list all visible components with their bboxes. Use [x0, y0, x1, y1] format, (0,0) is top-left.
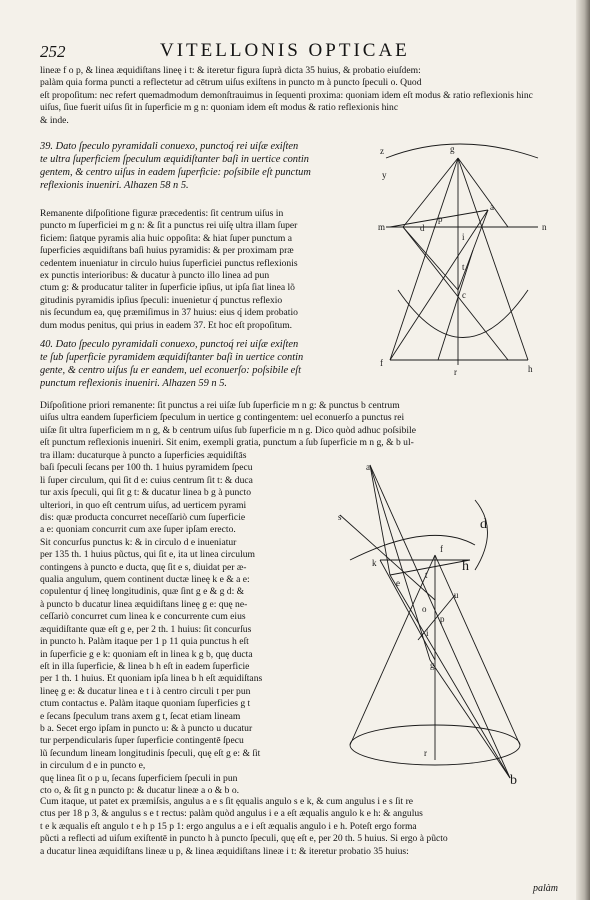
text-line: tur perpendicularis ſuper ſuperficie contingentē ſpecu	[40, 735, 244, 747]
fig1-label: m	[378, 222, 386, 232]
fig2-label: i	[426, 628, 429, 638]
text-line: ex punctis interioribus: & ducatur à puncto illo linea ad pun	[40, 270, 270, 282]
text-line: à puncto b ducatur linea æquidiſtans lineę g e: quę ne-	[40, 598, 248, 610]
text-line: contingens à puncto e ducta, quę ſit e s, diuidat per æ-	[40, 561, 247, 573]
text-line: reflexionis inueniri. Alhazen 58 n 5.	[40, 180, 189, 191]
text-line: per 135 th. 1 huius pũctus, qui ſit e, ita ut linea circulum	[40, 549, 256, 561]
text-line: lineæ f o p, & linea æquidiſtans lineę i t: & iteretur figura ſuprà dicta 35 huius, & probatio eiuſdem:	[40, 65, 421, 76]
fig1-label: i	[462, 232, 465, 242]
fig2-label: e	[396, 578, 400, 588]
fig1-label: a	[490, 202, 494, 212]
text-line: qualia angulum, quem continent ductæ lineę k e & a e:	[40, 574, 250, 586]
text-line: eſt punctum reflexionis inueniri. Sit enim, exempli gratia, punctum a ſub ſuperficie m n g, & b ul-	[40, 437, 414, 449]
fig2-label: t	[425, 570, 428, 580]
proposition-39-body	[40, 208, 368, 332]
proposition-40-heading	[40, 338, 368, 390]
text-line: dis: quæ producta concurret neceſſariò cum ſuperficie	[40, 512, 246, 524]
text-line: b a. Secet ergo ipſam in puncto u: & à puncto u ducatur	[40, 722, 253, 734]
text-line: quę linea ſit o p u, ſecans ſuperficiem ſpeculi in pun	[40, 772, 238, 784]
proposition-39-heading	[40, 140, 368, 192]
text-line: lũ ſecundum lineam longitudinis ſpeculi, quę eſt g e: & ſit	[40, 747, 261, 759]
fig1-label: f	[380, 358, 383, 368]
fig2-label: u	[454, 590, 459, 600]
fig2-label: d	[480, 517, 487, 532]
fig1-label: z	[380, 146, 384, 156]
fig1-label: d	[420, 223, 425, 233]
text-line: lineę g e: & ducatur linea e t i à centro circuli t per pun	[40, 685, 251, 697]
fig2-label: o	[422, 604, 427, 614]
text-line: uiſæ ſit ultra ſuperficiem m n g, & b centrum uiſus ſub ſuperficie m n g. Dico quòd adhuc poſsibile	[40, 424, 416, 436]
text-line: uiſus, ſiue fuerit uiſus ſit in ſuperficie m g n: quoniam idem eſt modus & ratio reflexionis hinc	[40, 102, 399, 114]
text-line: tur axis ſpeculi, qui ſit g t: & ducatur linea b g à puncto	[40, 487, 252, 499]
text-line: li ſuper circulum, qui ſit d e: cuius centrum ſit t: & duca	[40, 474, 253, 486]
text-line: tra illam: ducaturque à puncto a ſuperficies æquidiſtās	[40, 450, 247, 461]
fig1-label: h	[528, 364, 533, 374]
page-header	[40, 40, 560, 62]
fig1-label: n	[542, 222, 547, 232]
text-line: palàm quia forma puncti a reflectetur ad cētrum uiſus exiſtens in puncto m à puncto ſpeculi o. Quod	[40, 77, 422, 89]
top-paragraph	[40, 65, 548, 127]
fig1-label: y	[382, 170, 387, 180]
text-line: æquidiſtante quæ eſt g e, per 2 th. 1 huius: ſit concurſus	[40, 623, 252, 635]
geometry-figure-1	[378, 130, 558, 380]
text-line: per 1 th. 1 huius. Et quoniam ipſa linea b h eſt æquidiſtans	[40, 673, 263, 685]
text-line: 39. Dato ſpeculo pyramidali conuexo, punctoq́ rei uiſæ exiſten	[40, 141, 299, 152]
fig2-label: p	[440, 614, 445, 624]
text-line: Remanente diſpoſitione figuræ præcedentis: ſit centrum uiſus in	[40, 208, 284, 219]
text-line: te ultra ſuperficiem ſpeculum æquidiſtanter baſi in uertice contin	[40, 154, 309, 165]
text-line: 40. Dato ſpeculo pyramidali conuexo, punctoq́ rei uiſæ exiſten	[40, 339, 299, 350]
text-line: copulentur q́ lineę longitudinis, quæ ſint g e & g d: &	[40, 586, 245, 598]
proposition-40-body	[40, 450, 340, 797]
text-line: punctum reflexionis inueniri. Alhazen 59 n 5.	[40, 378, 228, 389]
fig2-label: b	[510, 773, 517, 788]
text-line: t e k æqualis eſt angulo t e h p 15 p 1: ergo angulus a e i eſt æqualis angulo i e h. Poteſt ergo forma	[40, 820, 417, 832]
text-line: eſt in illa ſuperficie, & linea b h eſt in eadem ſuperficie	[40, 660, 250, 672]
fig2-label: a	[366, 462, 370, 472]
text-line: a e: quoniam concurrit cum axe ſuper ipſam erecto.	[40, 524, 236, 536]
text-line: in puncto h. Palàm itaque per 1 p 11 quia punctus h eſt	[40, 636, 249, 648]
fig1-label: r	[454, 367, 457, 377]
text-line: in circulum d e in puncto e,	[40, 760, 146, 772]
bottom-paragraph	[40, 796, 548, 858]
text-line: Sit concurſus punctus k: & in circulo d e inueniatur	[40, 536, 237, 548]
text-line: e ſecans ſpeculum trans axem g t, ſecat etiam lineam	[40, 710, 241, 722]
fig1-label: g	[450, 144, 455, 154]
geometry-figure-2	[330, 460, 530, 790]
text-line: gentem, & centro uiſus in eadem ſuperficie: poſsibile eſt punctum	[40, 167, 311, 178]
fig2-label: g	[430, 660, 435, 670]
text-line: Cum itaque, ut patet ex præmiſsis, angulus a e s ſit ęqualis angulo s e k, & cum angulus i e s ſit re	[40, 796, 414, 807]
text-line: baſi ſpeculi ſecans per 100 th. 1 huius pyramidem ſpecu	[40, 462, 253, 474]
running-title: VITELLONIS OPTICAE	[160, 40, 410, 61]
book-spine-shadow	[576, 0, 590, 900]
text-line: ctum contactus e. Palàm itaque quoniam ſuperficies g t	[40, 698, 251, 710]
fig2-label: h	[462, 559, 469, 574]
text-line: te ſub ſuperficie pyramidem æquidiſtanter baſi in uertice contin	[40, 352, 304, 363]
text-line: Diſpoſitione priori remanente: ſit punctus a rei uiſæ ſub ſuperficie m n g: & punctus b centrum	[40, 400, 400, 411]
text-line: ctum g: & producatur taliter in ſuperficie ipſius, ut ipſa ſiat linea lõ	[40, 282, 295, 294]
text-line: puncto m ſuperficiei m g n: & ſit a punctus rei uiſę ultra illam ſuper	[40, 220, 298, 232]
text-line: pũcti a reflecti ad uiſum exiſtentē in puncto h à puncto ſpeculi, quę eſt e, per 20 th. 5 huius. Si ergo à pũcto	[40, 833, 448, 845]
fig2-label: r	[424, 748, 427, 758]
text-line: cto o, & ſit g n puncto p: & ducatur lineæ a o & b o.	[40, 784, 240, 796]
text-line: a ducatur linea æquidiſtans lineæ u p, & linea æquidiſtans lineæ i t: & iteretur probatio 35 huius:	[40, 845, 409, 857]
text-line: gente, & centro uiſus ſu er eandem, uel econuerſo: poſsibile eſt	[40, 365, 302, 376]
text-line: gitudinis pyramidis ipſius ſpeculi: inuenietur q́ punctus reflexio	[40, 294, 283, 306]
text-line: dum modus penitus, qui prius in eadem 37. Et hoc eſt propoſitum.	[40, 319, 293, 331]
text-line: & inde.	[40, 114, 69, 126]
fig2-label: f	[440, 544, 443, 554]
text-line: nis ſecundum ea, quę præmiſimus in 37 huius: eius q́ idem probatio	[40, 307, 298, 319]
text-line: ficiem: ſiatque pyramis alia huic oppoſita: & hiat ſuper punctum a	[40, 232, 293, 244]
fig2-label: s	[338, 512, 342, 522]
text-line: ſuperficies æquidiſtans baſi huius pyramidis: & per proximam præ	[40, 245, 294, 257]
text-line: ceſſariò concurret cum linea k e concurrente cum eius	[40, 611, 246, 623]
text-line: uiſus ultra eandem ſuperficiem ſpeculum in uertice g contingentem: uel econuerſo a punctus rei	[40, 412, 405, 424]
fig2-label: k	[372, 558, 377, 568]
text-line: in ſuperficie g e k: quoniam eſt in linea k g b, quę ducta	[40, 648, 253, 660]
text-line: ulteriori, in quo eſt centrum uiſus, ad uerticem pyrami	[40, 499, 247, 511]
text-line: ctus per 18 p 3, & angulus s e t rectus: palàm quòd angulus i e a eſt æqualis angulo k e h: & angulus	[40, 808, 423, 820]
page-number: 252	[40, 42, 66, 61]
fig1-label: c	[462, 290, 466, 300]
catchword: palàm	[533, 883, 558, 894]
text-line: eſt propoſitum: nec refert quemadmodum demonſtrauimus in ſequenti proxima: quoniam idem eſt modus & ratio reflexionis hinc	[40, 89, 533, 101]
proposition-40-opening	[40, 400, 548, 450]
text-line: cedentem inueniatur in circulo huius ſuperficiei punctus reflexionis	[40, 257, 298, 269]
fig1-label: t	[462, 262, 465, 272]
fig1-label: p	[438, 214, 443, 224]
